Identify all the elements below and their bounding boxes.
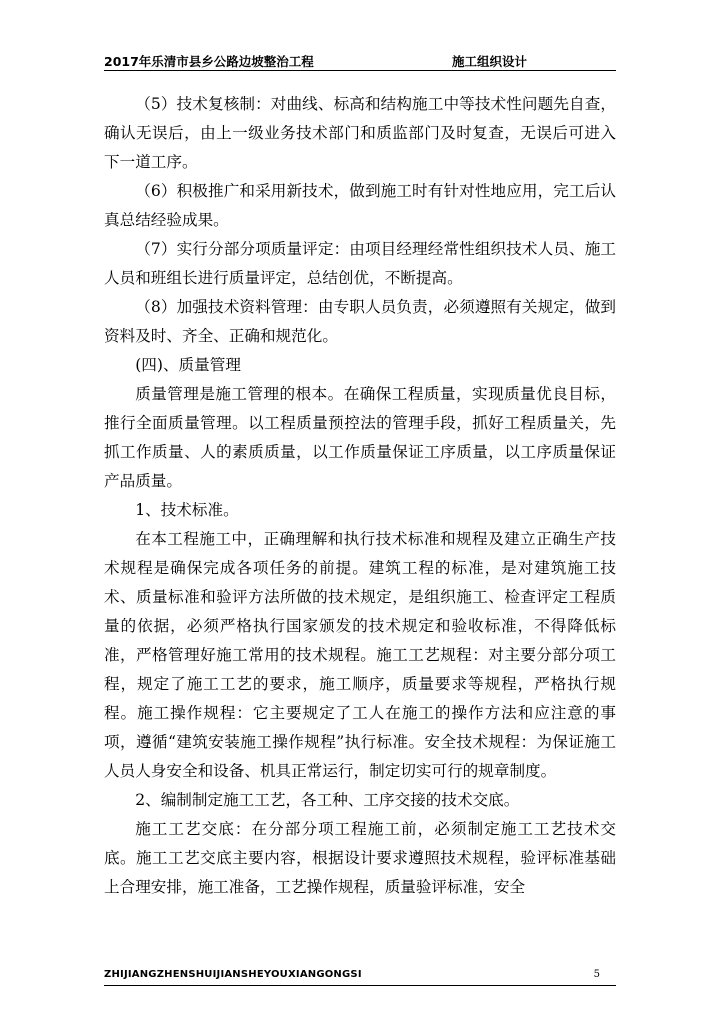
paragraph-quality-intro: 质量管理是施工管理的根本。在确保工程质量，实现质量优良目标，推行全面质量管理。以工程质量预控法的管理手段，抓好工程质量关，先抓工作质量、人的素质质量，以工作质量保证工序质量，以工序质量保证产品质量。 — [104, 385, 616, 490]
document-body — [104, 90, 616, 902]
header-project-title: 2017年乐清市县乡公路边坡整治工程 — [104, 54, 314, 69]
header-document-type: 施工组织设计 — [452, 54, 528, 69]
paragraph-item-5: （5）技术复核制：对曲线、标高和结构施工中等技术性问题先自查，确认无误后，由上一级业务技术部门和质监部门及时复查，无误后可进入下一道工序。 — [104, 95, 616, 171]
section-heading-quality-management: (四)、质量管理 — [135, 356, 241, 374]
page-header — [104, 52, 616, 71]
footer-company-name: ZHIJIANGZHENSHUIJIANSHEYOUXIANGONGSI — [104, 969, 362, 980]
page-number: 5 — [593, 969, 600, 980]
paragraph-item-8: （8）加强技术资料管理：由专职人员负责，必须遵照有关规定，做到资料及时、齐全、正确和规范化。 — [104, 298, 616, 345]
paragraph-item-6: （6）积极推广和采用新技术，做到施工时有针对性地应用，完工后认真总结经验成果。 — [104, 182, 616, 229]
subheading-technical-disclosure: 2、编制制定施工工艺，各工种、工序交接的技术交底。 — [135, 791, 520, 809]
paragraph-item-7: （7）实行分部分项质量评定：由项目经理经常性组织技术人员、施工人员和班组长进行质量评定，总结创优，不断提高。 — [104, 240, 616, 287]
subheading-technical-standards: 1、技术标准。 — [135, 501, 239, 519]
paragraph-technical-standards: 在本工程施工中，正确理解和执行技术标准和规程及建立正确生产技术规程是确保完成各项任务的前提。建筑工程的标准，是对建筑施工技术、质量标准和验评方法所做的技术规定，是组织施工、检查评定工程质量的依据，必须严格执行国家颁发的技术规定和验收标准，不得降低标准，严格管理好施工常用的技术规程。施工工艺规程：对主要分部分项工程，规定了施工工艺的要求，施工顺序，质量要求等规程，严格执行规程。施工操作规程：它主要规定了工人在施工的操作方法和应注意的事项，遵循“建筑安装施工操作规程”执行标准。安全技术规程：为保证施工人员人身安全和设备、机具正常运行，制定切实可行的规章制度。 — [104, 530, 616, 780]
paragraph-process-disclosure: 施工工艺交底：在分部分项工程施工前，必须制定施工工艺技术交底。施工工艺交底主要内容，根据设计要求遵照技术规程，验评标准基础上合理安排，施工准备，工艺操作规程，质量验评标准，安全 — [104, 820, 616, 896]
page-footer — [104, 969, 616, 986]
